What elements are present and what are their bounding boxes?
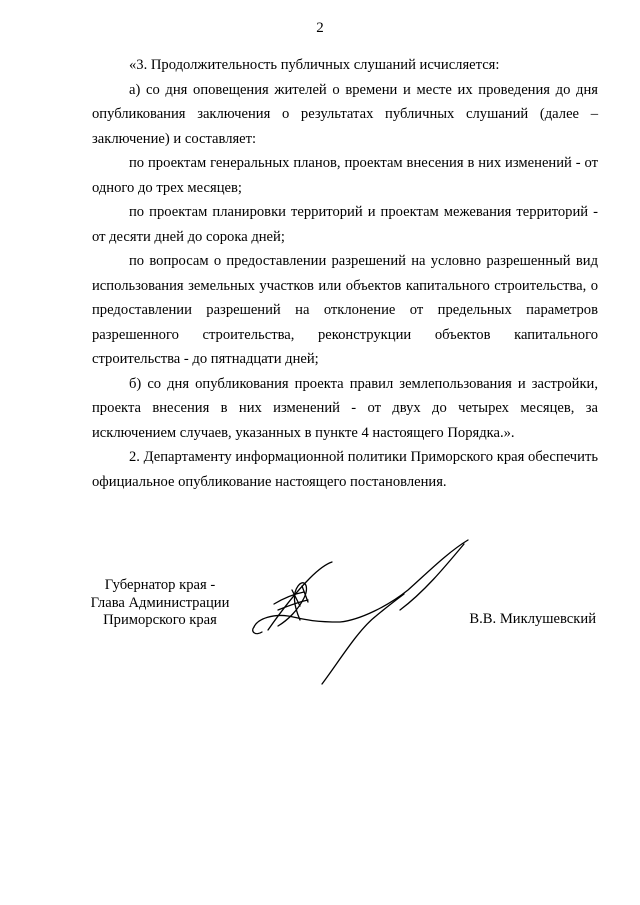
- signer-position-line: Приморского края: [103, 612, 217, 628]
- handwritten-signature: [248, 534, 478, 686]
- signer-position-line: Глава Администрации: [90, 594, 230, 611]
- page-number: 2: [316, 20, 324, 36]
- signer-position: [80, 577, 240, 630]
- document-body: [92, 53, 598, 494]
- paragraph-duration-intro: «3. Продолжительность публичных слушаний исчисляется:: [129, 57, 500, 73]
- paragraph-department-instruction: 2. Департаменту информационной политики Приморского края обеспечить официальное опубликование настоящего постановления.: [92, 449, 598, 490]
- paragraph-item-b: б) со дня опубликования проекта правил землепользования и застройки, проекта внесения в них изменений - от двух до четырех месяцев, за исключением случаев, указанных в пункте 4 настоящего Порядка.».: [92, 375, 598, 441]
- paragraph-permits: по вопросам о предоставлении разрешений на условно разрешенный вид использования земельных участков или объектов капитального строительства, о предоставлении разрешений на отклонение от предельных параметров разрешенного строительства, реконструкции объектов капитального строительства - до пятнадцати дней;: [92, 253, 598, 367]
- paragraph-general-plans: по проектам генеральных планов, проектам внесения в них изменений - от одного до трех месяцев;: [92, 155, 598, 196]
- signer-name: В.В. Миклушевский: [469, 611, 596, 627]
- paragraph-item-a: а) со дня оповещения жителей о времени и месте их проведения до дня опубликования заключения о результатах публичных слушаний (далее – заключение) и составляет:: [92, 81, 598, 147]
- paragraph-territory-planning: по проектам планировки территорий и проектам межевания территорий - от десяти дней до сорока дней;: [92, 204, 598, 245]
- signer-position-line: Губернатор края -: [104, 577, 216, 593]
